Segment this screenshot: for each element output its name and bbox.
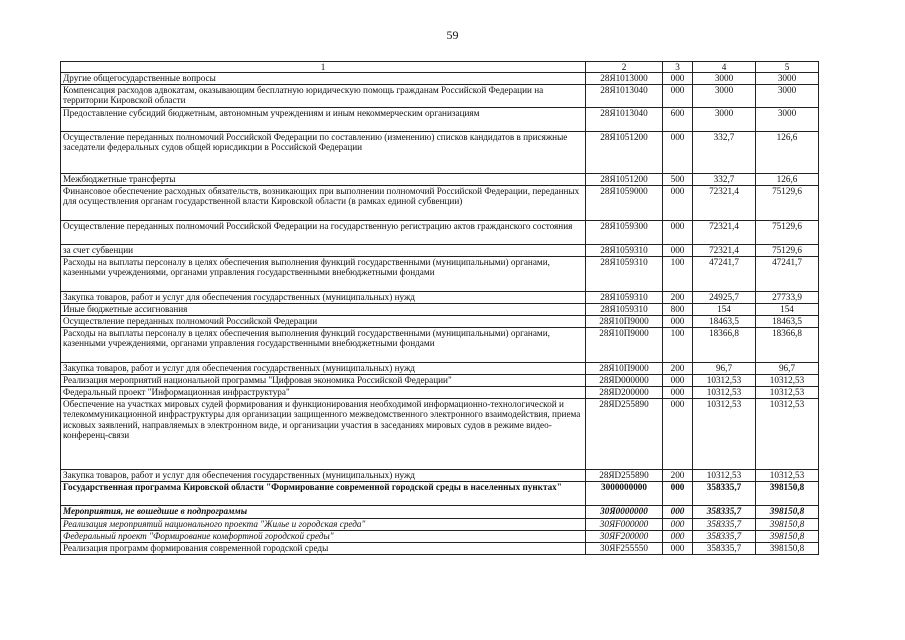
- row-name-cell: Федеральный проект "Формирование комфортной городской среды": [61, 530, 586, 542]
- row-name-cell: Мероприятия, не вошедшие в подпрограммы: [61, 505, 586, 518]
- row-value-2020-cell: 358335,7: [693, 481, 756, 505]
- row-value-2020-cell: 154: [693, 303, 756, 315]
- row-code-cell: 28ЯD255890: [586, 398, 663, 469]
- row-kind-cell: 100: [663, 256, 693, 291]
- row-value-2021-cell: 10312,53: [756, 398, 819, 469]
- row-kind-cell: 000: [663, 220, 693, 244]
- row-value-2020-cell: 3000: [693, 84, 756, 107]
- row-name-cell: Предоставление субсидий бюджетным, автономным учреждениям и иным некоммерческим организациям: [61, 107, 586, 131]
- row-value-2021-cell: 3000: [756, 107, 819, 131]
- row-value-2020-cell: 358335,7: [693, 530, 756, 542]
- row-code-cell: 28Я1059310: [586, 303, 663, 315]
- table-row: [61, 469, 819, 481]
- table-row: [61, 481, 819, 505]
- row-code-cell: 3000000000: [586, 481, 663, 505]
- row-value-2020-cell: 72321,4: [693, 185, 756, 220]
- table-row: [61, 362, 819, 374]
- table-row: [61, 291, 819, 303]
- row-value-2021-cell: 10312,53: [756, 469, 819, 481]
- table-row: [61, 220, 819, 244]
- row-name-cell: Иные бюджетные ассигнования: [61, 303, 586, 315]
- table-row: [61, 386, 819, 398]
- row-kind-cell: 000: [663, 386, 693, 398]
- table-header-row: [61, 62, 819, 73]
- row-value-2020-cell: 3000: [693, 107, 756, 131]
- header-col-1: 1: [61, 62, 586, 73]
- row-kind-cell: 000: [663, 131, 693, 173]
- row-kind-cell: 200: [663, 291, 693, 303]
- table-row: [61, 398, 819, 469]
- row-code-cell: 28Я1059310: [586, 244, 663, 256]
- row-value-2020-cell: 10312,53: [693, 386, 756, 398]
- row-name-cell: Реализация мероприятий национальной программы "Цифровая экономика Российской Федерации": [61, 374, 586, 386]
- row-value-2020-cell: 332,7: [693, 173, 756, 185]
- row-name-cell: Компенсация расходов адвокатам, оказывающим бесплатную юридическую помощь гражданам Российской Федерации на территории Кировской области: [61, 84, 586, 107]
- table-row: [61, 374, 819, 386]
- row-value-2021-cell: 75129,6: [756, 220, 819, 244]
- row-value-2020-cell: 10312,53: [693, 374, 756, 386]
- row-value-2020-cell: 47241,7: [693, 256, 756, 291]
- table-row: [61, 256, 819, 291]
- header-col-4: 4: [693, 62, 756, 73]
- row-name-cell: Государственная программа Кировской области "Формирование современной городской среды в населенных пунктах": [61, 481, 586, 505]
- row-value-2021-cell: 75129,6: [756, 185, 819, 220]
- row-kind-cell: 000: [663, 374, 693, 386]
- row-name-cell: Осуществление переданных полномочий Российской Федерации по составлению (изменению) списков кандидатов в присяжные заседатели федеральных судов общей юрисдикции в Российской Федерации: [61, 131, 586, 173]
- row-kind-cell: 600: [663, 107, 693, 131]
- row-name-cell: Межбюджетные трансферты: [61, 173, 586, 185]
- table-row: [61, 505, 819, 518]
- budget-table: [60, 61, 819, 555]
- table-row: [61, 131, 819, 173]
- row-name-cell: Реализация мероприятий национального проекта "Жилье и городская среда": [61, 518, 586, 530]
- row-code-cell: 28Я1051200: [586, 173, 663, 185]
- row-kind-cell: 000: [663, 73, 693, 84]
- row-value-2021-cell: 10312,53: [756, 386, 819, 398]
- row-code-cell: 30Я0000000: [586, 505, 663, 518]
- row-value-2021-cell: 126,6: [756, 173, 819, 185]
- row-value-2021-cell: 27733,9: [756, 291, 819, 303]
- table-row: [61, 518, 819, 530]
- row-name-cell: Осуществление переданных полномочий Российской Федерации на государственную регистрацию актов гражданского состояния: [61, 220, 586, 244]
- row-value-2021-cell: 75129,6: [756, 244, 819, 256]
- row-kind-cell: 000: [663, 185, 693, 220]
- row-name-cell: Расходы на выплаты персоналу в целях обеспечения выполнения функций государственными (муниципальными) органами, казенными учреждениями, органами управления государственными внебюджетными фондами: [61, 256, 586, 291]
- table-row: [61, 244, 819, 256]
- table-row: [61, 173, 819, 185]
- row-value-2021-cell: 10312,53: [756, 374, 819, 386]
- row-code-cell: 28Я1059300: [586, 220, 663, 244]
- row-kind-cell: 000: [663, 530, 693, 542]
- row-kind-cell: 100: [663, 327, 693, 362]
- row-value-2021-cell: 398150,8: [756, 481, 819, 505]
- row-code-cell: 28Я1059310: [586, 256, 663, 291]
- row-value-2021-cell: 18463,5: [756, 315, 819, 327]
- row-kind-cell: 500: [663, 173, 693, 185]
- row-value-2021-cell: 3000: [756, 84, 819, 107]
- row-value-2021-cell: 126,6: [756, 131, 819, 173]
- table-row: [61, 73, 819, 84]
- row-code-cell: 28ЯD255890: [586, 469, 663, 481]
- row-value-2021-cell: 96,7: [756, 362, 819, 374]
- row-value-2020-cell: 24925,7: [693, 291, 756, 303]
- table-row: [61, 542, 819, 554]
- row-value-2020-cell: 72321,4: [693, 244, 756, 256]
- row-kind-cell: 800: [663, 303, 693, 315]
- row-value-2021-cell: 154: [756, 303, 819, 315]
- row-name-cell: Расходы на выплаты персоналу в целях обеспечения выполнения функций государственными (муниципальными) органами, казенными учреждениями, органами управления государственными внебюджетными фондами: [61, 327, 586, 362]
- row-code-cell: 28ЯD200000: [586, 386, 663, 398]
- row-value-2021-cell: 398150,8: [756, 505, 819, 518]
- row-value-2020-cell: 10312,53: [693, 469, 756, 481]
- row-kind-cell: 000: [663, 398, 693, 469]
- row-kind-cell: 000: [663, 315, 693, 327]
- table-row: [61, 185, 819, 220]
- row-code-cell: 30ЯF000000: [586, 518, 663, 530]
- row-code-cell: 30ЯF255550: [586, 542, 663, 554]
- row-value-2020-cell: 72321,4: [693, 220, 756, 244]
- row-code-cell: 30ЯF200000: [586, 530, 663, 542]
- row-value-2021-cell: 47241,7: [756, 256, 819, 291]
- row-code-cell: 28Я1059000: [586, 185, 663, 220]
- row-value-2020-cell: 358335,7: [693, 518, 756, 530]
- row-code-cell: 28Я1059310: [586, 291, 663, 303]
- row-name-cell: Федеральный проект "Информационная инфраструктура": [61, 386, 586, 398]
- row-value-2021-cell: 398150,8: [756, 530, 819, 542]
- row-code-cell: 28Я10П9000: [586, 362, 663, 374]
- header-col-3: 3: [663, 62, 693, 73]
- table-row: [61, 327, 819, 362]
- row-name-cell: Обеспечение на участках мировых судей формирования и функционирования необходимой информационно-технологической и телекоммуникационной инфраструктуры для организации защищенного межведомственного электронного взаимодействия, приема исковых заявлений, направляемых в электронном виде, и организации участия в заседаниях мировых судов в режиме видео-конференц-связи: [61, 398, 586, 469]
- table-row: [61, 107, 819, 131]
- row-code-cell: 28Я1051200: [586, 131, 663, 173]
- row-value-2020-cell: 18366,8: [693, 327, 756, 362]
- row-code-cell: 28Я10П9000: [586, 315, 663, 327]
- row-name-cell: Финансовое обеспечение расходных обязательств, возникающих при выполнении полномочий Российской Федерации, переданных для осуществления органам государственной власти Кировской области (в рамках единой субвенции): [61, 185, 586, 220]
- row-value-2021-cell: 398150,8: [756, 518, 819, 530]
- table-row: [61, 303, 819, 315]
- row-kind-cell: 200: [663, 362, 693, 374]
- row-kind-cell: 000: [663, 84, 693, 107]
- row-value-2020-cell: 332,7: [693, 131, 756, 173]
- table-row: [61, 84, 819, 107]
- row-code-cell: 28Я10П9000: [586, 327, 663, 362]
- row-name-cell: Закупка товаров, работ и услуг для обеспечения государственных (муниципальных) нужд: [61, 291, 586, 303]
- row-value-2020-cell: 18463,5: [693, 315, 756, 327]
- row-name-cell: Осуществление переданных полномочий Российской Федерации: [61, 315, 586, 327]
- row-value-2021-cell: 398150,8: [756, 542, 819, 554]
- row-name-cell: Реализация программ формирования современной городской среды: [61, 542, 586, 554]
- row-name-cell: Другие общегосударственные вопросы: [61, 73, 586, 84]
- row-kind-cell: 000: [663, 244, 693, 256]
- row-kind-cell: 000: [663, 481, 693, 505]
- row-code-cell: 28Я1013000: [586, 73, 663, 84]
- row-name-cell: за счет субвенции: [61, 244, 586, 256]
- row-value-2020-cell: 358335,7: [693, 505, 756, 518]
- row-name-cell: Закупка товаров, работ и услуг для обеспечения государственных (муниципальных) нужд: [61, 362, 586, 374]
- row-code-cell: 28Я1013040: [586, 84, 663, 107]
- row-value-2021-cell: 18366,8: [756, 327, 819, 362]
- row-value-2021-cell: 3000: [756, 73, 819, 84]
- row-value-2020-cell: 96,7: [693, 362, 756, 374]
- row-code-cell: 28ЯD000000: [586, 374, 663, 386]
- row-code-cell: 28Я1013040: [586, 107, 663, 131]
- row-kind-cell: 000: [663, 505, 693, 518]
- row-name-cell: Закупка товаров, работ и услуг для обеспечения государственных (муниципальных) нужд: [61, 469, 586, 481]
- header-col-2: 2: [586, 62, 663, 73]
- table-row: [61, 530, 819, 542]
- row-kind-cell: 000: [663, 542, 693, 554]
- row-kind-cell: 200: [663, 469, 693, 481]
- row-value-2020-cell: 10312,53: [693, 398, 756, 469]
- row-value-2020-cell: 3000: [693, 73, 756, 84]
- row-value-2020-cell: 358335,7: [693, 542, 756, 554]
- page-number: 59: [446, 28, 459, 42]
- row-kind-cell: 000: [663, 518, 693, 530]
- table-row: [61, 315, 819, 327]
- header-col-5: 5: [756, 62, 819, 73]
